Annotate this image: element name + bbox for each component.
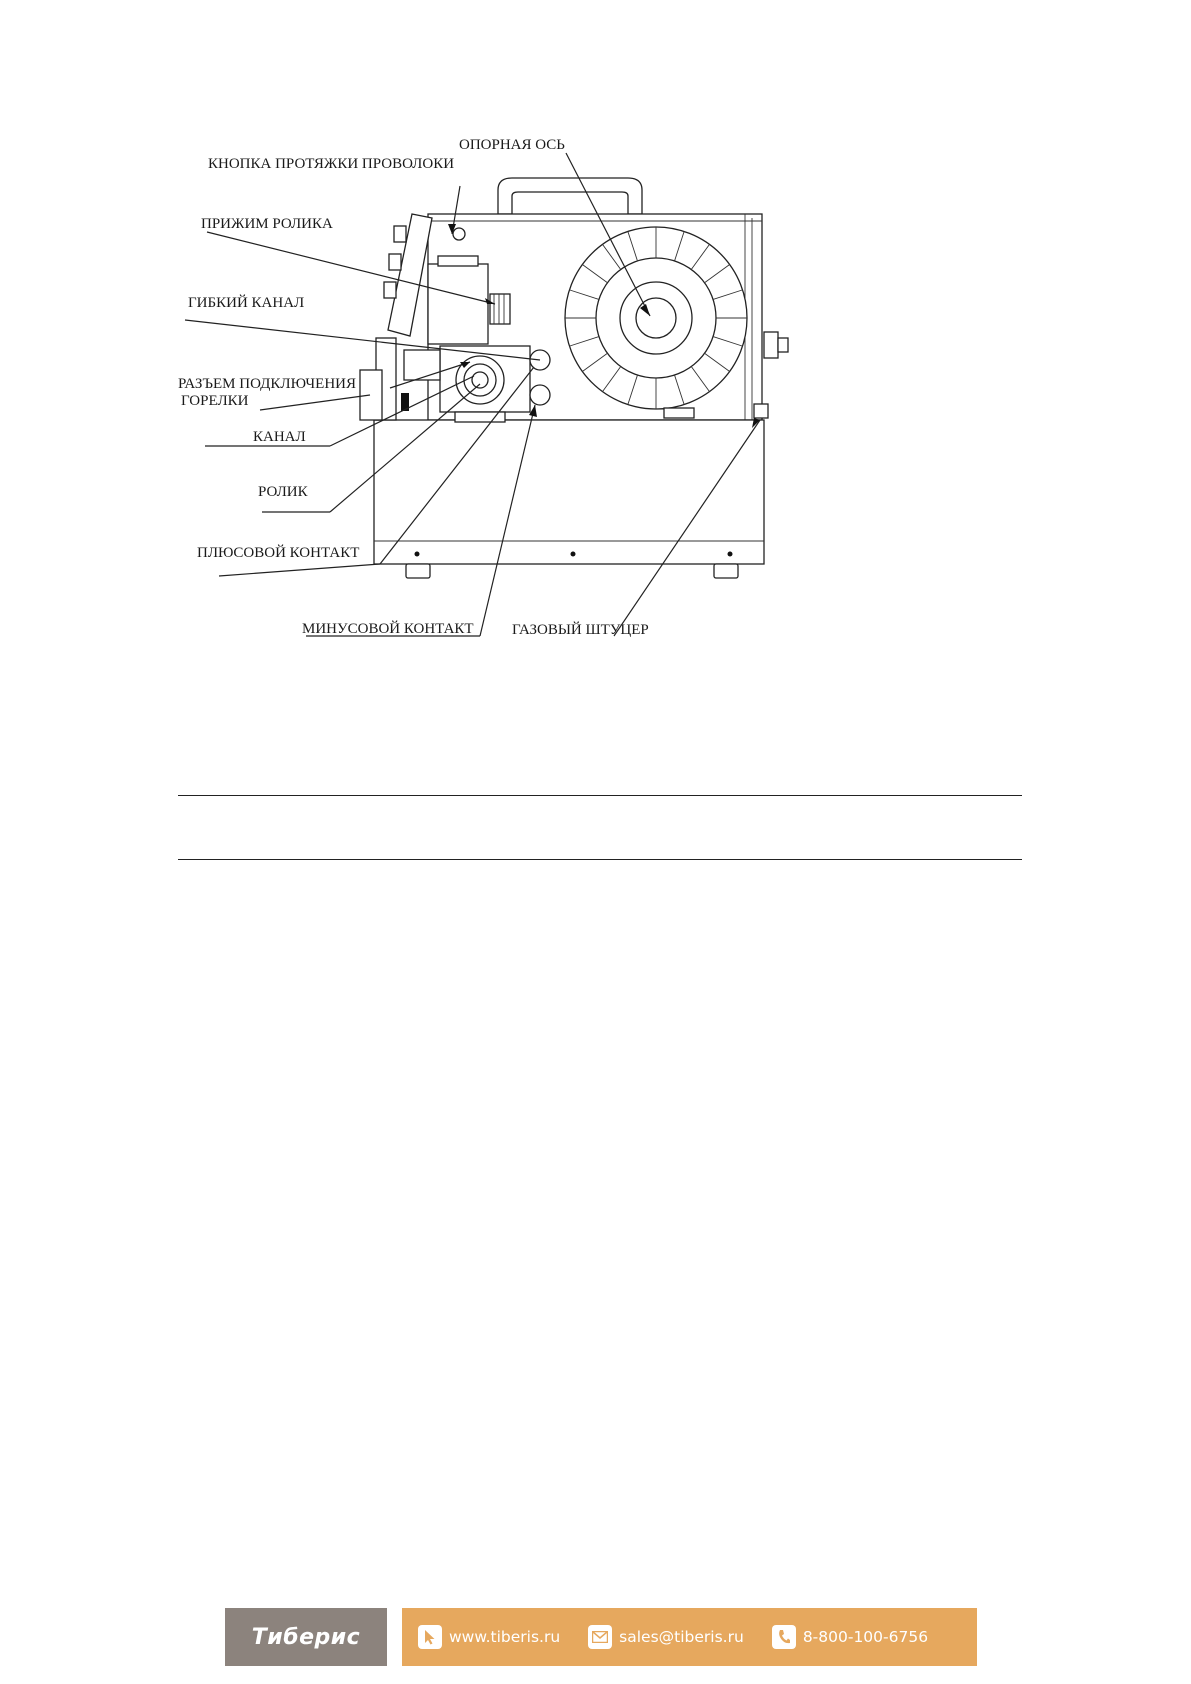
label-feed-button: КНОПКА ПРОТЯЖКИ ПРОВОЛОКИ <box>208 156 455 172</box>
label-roller-clamp: ПРИЖИМ РОЛИКА <box>201 216 333 232</box>
label-gas-fitting: ГАЗОВЫЙ ШТУЦЕР <box>512 622 649 638</box>
lower-housing <box>374 420 764 578</box>
contacts-bar <box>402 1608 977 1666</box>
horizontal-rule-top <box>178 795 1022 796</box>
label-flexible-channel: ГИБКИЙ КАНАЛ <box>188 295 305 311</box>
website-link[interactable] <box>418 1625 560 1649</box>
label-torch-connector-1: РАЗЪЕМ ПОДКЛЮЧЕНИЯ <box>178 376 356 392</box>
email-link[interactable] <box>588 1625 744 1649</box>
email-text: sales@tiberis.ru <box>619 1628 744 1646</box>
label-plus-contact: ПЛЮСОВОЙ КОНТАКТ <box>197 545 360 561</box>
welder-internal-diagram <box>0 0 1191 700</box>
company-logo[interactable] <box>225 1608 387 1666</box>
label-torch-connector-2: ГОРЕЛКИ <box>181 393 249 409</box>
horizontal-rule-bottom <box>178 859 1022 860</box>
label-roller: РОЛИК <box>258 484 308 500</box>
phone-link[interactable] <box>772 1625 928 1649</box>
footer-banner <box>225 1608 977 1666</box>
label-channel: КАНАЛ <box>253 429 306 445</box>
carry-handle <box>498 178 642 214</box>
phone-text: 8-800-100-6756 <box>802 1628 929 1646</box>
logo-text: Тиберис <box>251 1624 361 1650</box>
label-minus-contact: МИНУСОВОЙ КОНТАКТ <box>302 621 474 637</box>
drive-roller <box>404 346 550 422</box>
envelope-icon <box>588 1625 612 1649</box>
phone-icon <box>772 1625 796 1649</box>
label-support-axis: ОПОРНАЯ ОСЬ <box>459 137 565 153</box>
website-text: www.tiberis.ru <box>449 1628 561 1646</box>
cursor-icon <box>418 1625 442 1649</box>
